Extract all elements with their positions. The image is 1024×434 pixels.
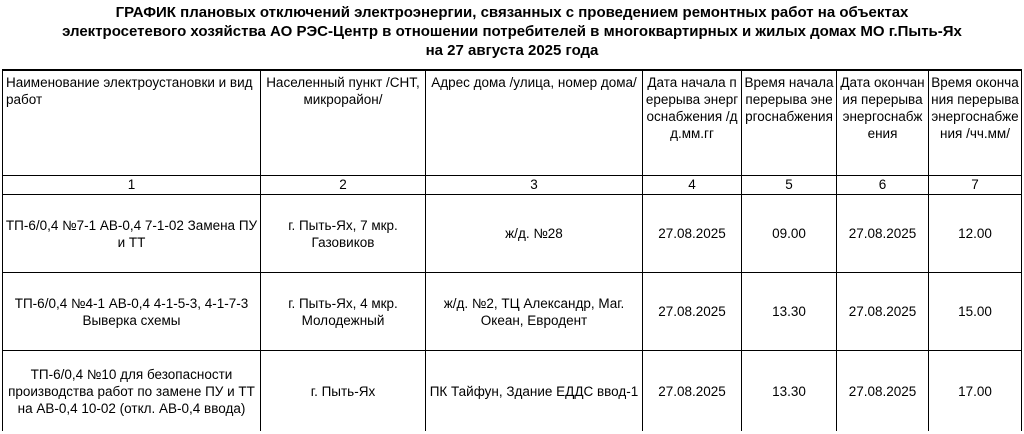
cell-locality: г. Пыть-Ях, 7 мкр. Газовиков <box>261 195 426 273</box>
cell-start-date: 27.08.2025 <box>643 351 742 432</box>
column-number: 1 <box>3 176 261 195</box>
header-start-time: Время начала перерыва энергоснабжения <box>742 70 837 176</box>
cell-end-time: 12.00 <box>929 195 1022 273</box>
column-number: 3 <box>426 176 643 195</box>
header-address: Адрес дома /улица, номер дома/ <box>426 70 643 176</box>
column-number: 6 <box>837 176 929 195</box>
header-end-date: Дата окончания перерыва энергоснабжения <box>837 70 929 176</box>
cell-start-date: 27.08.2025 <box>643 273 742 351</box>
column-number: 7 <box>929 176 1022 195</box>
column-number: 4 <box>643 176 742 195</box>
cell-installation: ТП-6/0,4 №4-1 АВ-0,4 4-1-5-3, 4-1-7-3 Выверка схемы <box>3 273 261 351</box>
title-line-2: электросетевого хозяйства АО РЭС-Центр в отношении потребителей в многоквартирных и жилых домах МО г.Пыть-Ях <box>62 23 962 40</box>
cell-start-date: 27.08.2025 <box>643 195 742 273</box>
cell-installation: ТП-6/0,4 №7-1 АВ-0,4 7-1-02 Замена ПУ и ТТ <box>3 195 261 273</box>
column-number-row <box>3 176 1022 195</box>
header-end-time: Время окончания перерыва энергоснабжения /чч.мм/ <box>929 70 1022 176</box>
header-start-date: Дата начала перерыва энергоснабжения /дд.мм.гг <box>643 70 742 176</box>
cell-locality: г. Пыть-Ях <box>261 351 426 432</box>
cell-start-time: 13.30 <box>742 351 837 432</box>
cell-address: ПК Тайфун, Здание ЕДДС ввод-1 <box>426 351 643 432</box>
header-locality: Населенный пункт /СНТ, микрорайон/ <box>261 70 426 176</box>
cell-address: ж/д. №28 <box>426 195 643 273</box>
cell-start-time: 13.30 <box>742 273 837 351</box>
document-title <box>0 3 1024 60</box>
column-number: 2 <box>261 176 426 195</box>
title-line-1: ГРАФИК плановых отключений электроэнергии, связанных с проведением ремонтных работ на объектах <box>115 4 909 21</box>
cell-start-time: 09.00 <box>742 195 837 273</box>
cell-end-date: 27.08.2025 <box>837 273 929 351</box>
table-row <box>3 351 1022 432</box>
column-number: 5 <box>742 176 837 195</box>
title-line-3: на 27 августа 2025 года <box>425 42 599 59</box>
table-header-row <box>3 70 1022 176</box>
cell-end-date: 27.08.2025 <box>837 351 929 432</box>
cell-end-date: 27.08.2025 <box>837 195 929 273</box>
outage-schedule-table <box>2 69 1022 431</box>
cell-installation: ТП-6/0,4 №10 для безопасности производства работ по замене ПУ и ТТ на АВ-0,4 10-02 (откл. АВ-0,4 ввода) <box>3 351 261 432</box>
header-installation: Наименование электроустановки и вид работ <box>3 70 261 176</box>
cell-end-time: 15.00 <box>929 273 1022 351</box>
cell-locality: г. Пыть-Ях, 4 мкр. Молодежный <box>261 273 426 351</box>
table-row <box>3 195 1022 273</box>
table-row <box>3 273 1022 351</box>
cell-end-time: 17.00 <box>929 351 1022 432</box>
cell-address: ж/д. №2, ТЦ Александр, Маг. Океан, Евродент <box>426 273 643 351</box>
